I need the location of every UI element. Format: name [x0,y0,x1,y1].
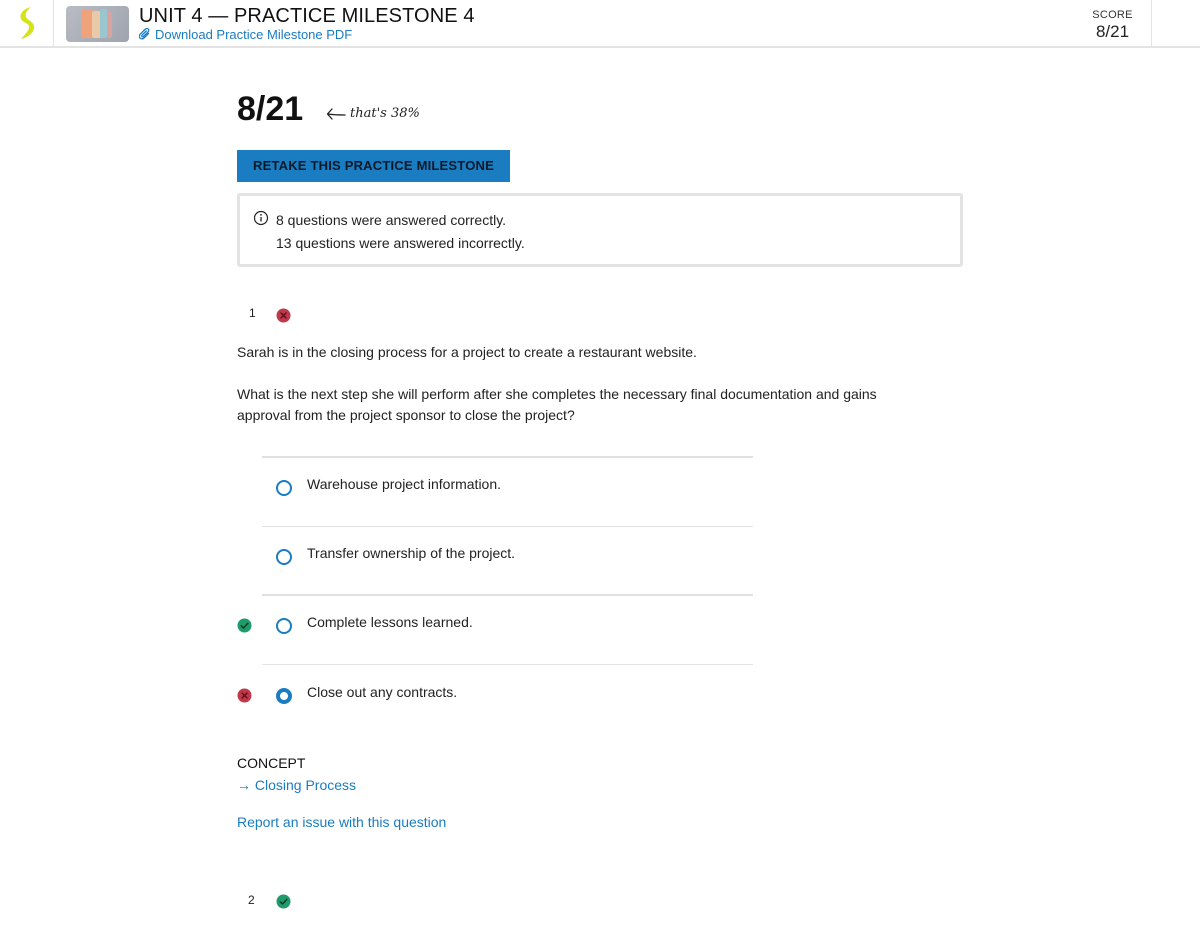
option-label: Warehouse project information. [307,476,502,492]
incorrect-icon [237,688,252,703]
info-icon [253,210,269,226]
concept-link-label: Closing Process [254,777,357,793]
radio-button-selected[interactable] [276,688,292,704]
option-divider [262,664,753,665]
option-divider [262,456,753,458]
retake-button[interactable]: RETAKE THIS PRACTICE MILESTONE [237,150,510,182]
arrow-right-icon: → [237,777,251,793]
result-score: 8/21 [237,90,304,128]
download-pdf-label: Download Practice Milestone PDF [155,27,353,42]
sophia-logo-icon [15,6,39,40]
score-label: SCORE [1092,9,1133,21]
logo-cell[interactable] [0,0,54,46]
download-pdf-link[interactable] [139,27,352,42]
page-title: UNIT 4 — PRACTICE MILESTONE 4 [139,5,475,27]
percent-annotation [326,106,420,121]
radio-button[interactable] [276,480,292,496]
concept-label: CONCEPT [237,755,306,771]
correct-check-icon [276,894,291,909]
score-value: 8/21 [1095,22,1130,41]
results-info-box [237,193,963,267]
option-label: Transfer ownership of the project. [307,545,516,561]
option-warehouse[interactable] [230,476,770,516]
arrow-left-icon [326,108,346,120]
report-issue-link[interactable]: Report an issue with this question [237,814,447,830]
concept-link[interactable] [237,777,356,793]
course-thumbnail [66,6,129,42]
top-bar [0,0,1200,48]
question-number: 1 [249,306,256,320]
option-transfer-ownership[interactable] [230,545,770,585]
question-number: 2 [248,893,255,907]
question-text: What is the next step she will perform after she completes the necessary final documentation and gains approval from the project sponsor to close the project? [237,386,877,423]
correct-count-text: 8 questions were answered correctly. [276,212,507,228]
radio-button[interactable] [276,549,292,565]
radio-button[interactable] [276,618,292,634]
correct-check-icon [237,618,252,633]
option-label: Close out any contracts. [307,684,458,700]
question-intro: Sarah is in the closing process for a project to create a restaurant website. [237,344,697,360]
incorrect-icon [276,308,291,323]
option-divider [262,526,753,527]
option-label: Complete lessons learned. [307,614,473,630]
option-lessons-learned[interactable] [230,614,770,654]
paperclip-icon [139,28,151,41]
incorrect-count-text: 13 questions were answered incorrectly. [276,235,525,251]
percent-note: that's 38% [350,106,420,121]
option-close-contracts[interactable] [230,684,770,724]
option-divider [262,594,753,596]
header-score [1074,0,1152,46]
